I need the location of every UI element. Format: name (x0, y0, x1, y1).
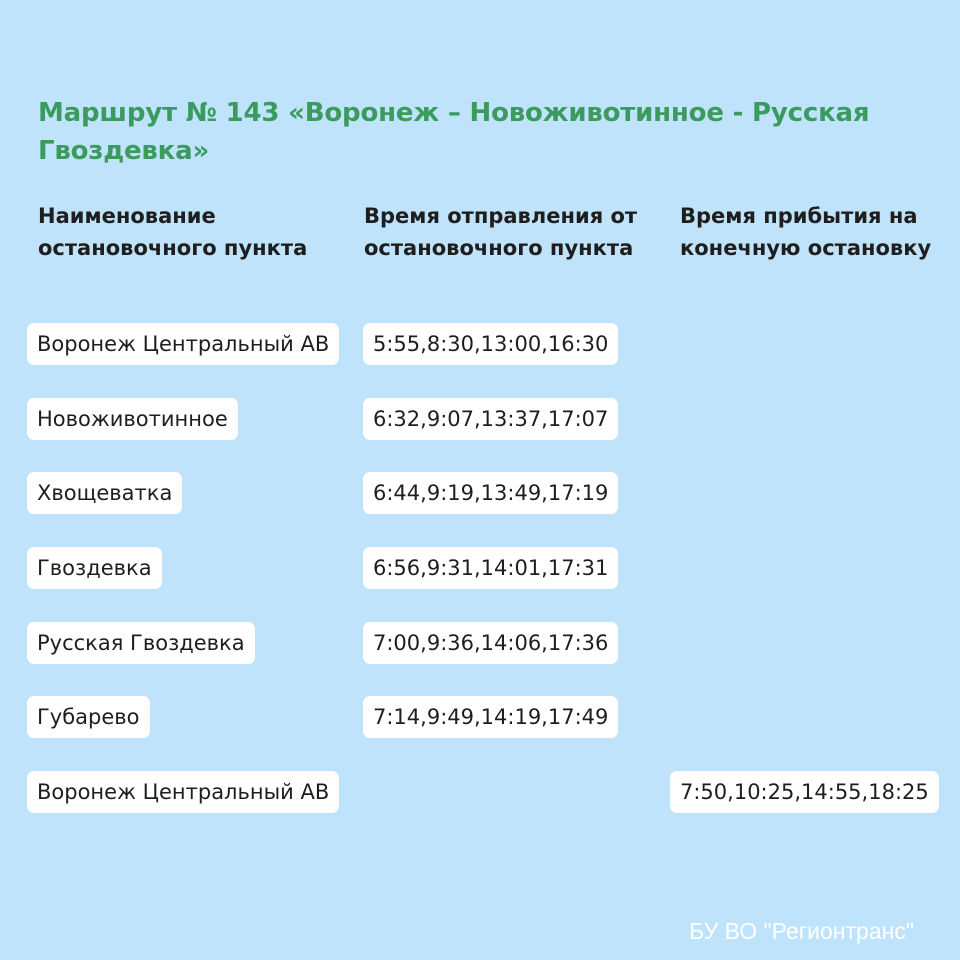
table-row (0, 622, 960, 666)
stop-name: Гвоздевка (27, 547, 162, 589)
table-row (0, 547, 960, 591)
column-header-departure: Время отправления от остановочного пункта (364, 204, 638, 260)
column-header-arrival: Время прибытия на конечную остановку (680, 204, 932, 260)
stop-name: Новоживотинное (27, 398, 238, 440)
departure-times: 6:56,9:31,14:01,17:31 (363, 547, 618, 589)
footer-watermark: БУ ВО "Регионтранс" (689, 918, 914, 944)
stop-name: Русская Гвоздевка (27, 622, 255, 664)
departure-times: 6:44,9:19,13:49,17:19 (363, 472, 618, 514)
stop-name: Воронеж Центральный АВ (27, 771, 339, 813)
departure-times: 6:32,9:07,13:37,17:07 (363, 398, 618, 440)
stop-name: Воронеж Центральный АВ (27, 323, 339, 365)
page-title: Маршрут № 143 «Воронеж – Новоживотинное - Русская Гвоздевка» (38, 98, 870, 166)
table-row (0, 696, 960, 740)
table-row (0, 771, 960, 815)
table-row (0, 323, 960, 367)
column-header-stop: Наименование остановочного пункта (38, 204, 308, 260)
departure-times: 7:14,9:49,14:19,17:49 (363, 696, 618, 738)
departure-times: 5:55,8:30,13:00,16:30 (363, 323, 618, 365)
table-row (0, 472, 960, 516)
stop-name: Губарево (27, 696, 150, 738)
stop-name: Хвощеватка (27, 472, 182, 514)
arrival-times: 7:50,10:25,14:55,18:25 (670, 771, 939, 813)
table-row (0, 398, 960, 442)
departure-times: 7:00,9:36,14:06,17:36 (363, 622, 618, 664)
